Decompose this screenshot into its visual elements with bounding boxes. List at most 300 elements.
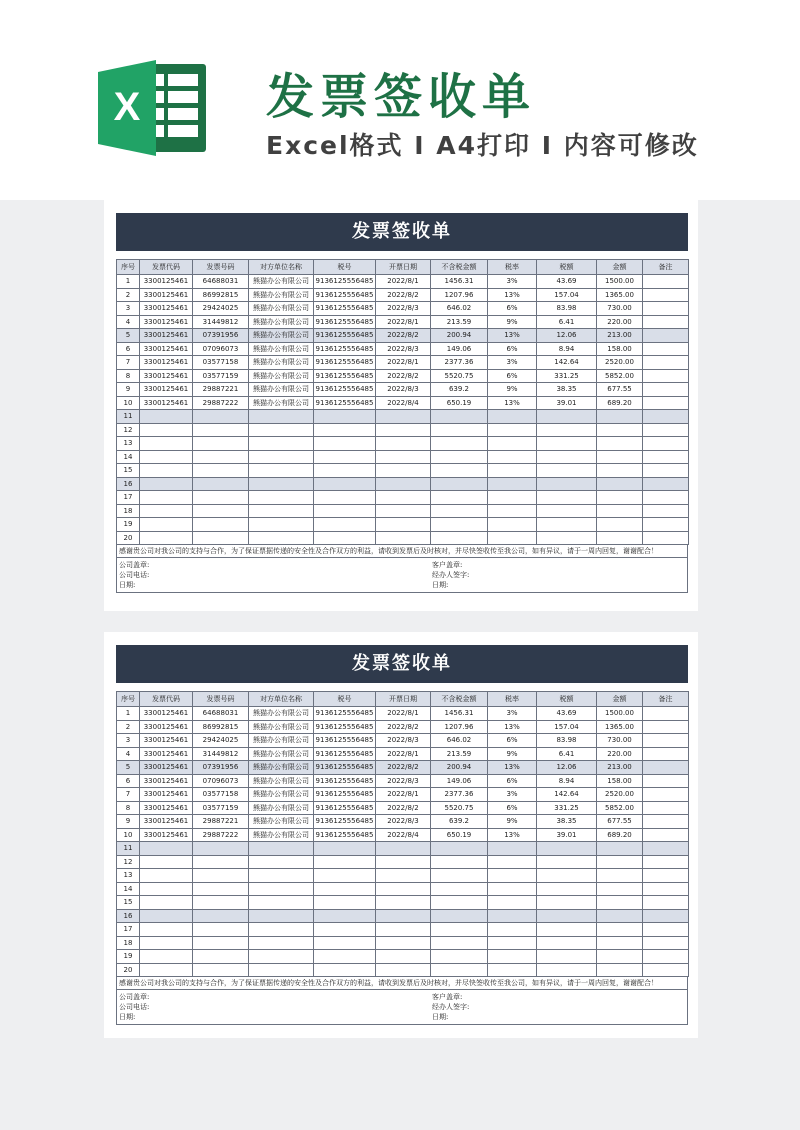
- cell-col-index[interactable]: 13: [117, 437, 140, 451]
- cell-col-index[interactable]: 15: [117, 896, 140, 910]
- cell-col-total-amount[interactable]: 677.55: [597, 383, 643, 397]
- cell-col-index[interactable]: 1: [117, 275, 140, 289]
- cell-col-issue-date[interactable]: 2022/8/2: [376, 329, 431, 343]
- cell-col-index[interactable]: 4: [117, 315, 140, 329]
- cell-col-total-amount[interactable]: 689.20: [597, 396, 643, 410]
- cell-col-tax-amount[interactable]: 38.35: [537, 815, 597, 829]
- cell-col-remark[interactable]: [643, 383, 689, 397]
- cell-col-remark[interactable]: [643, 410, 689, 424]
- cell-col-issue-date[interactable]: 2022/8/1: [376, 788, 431, 802]
- cell-col-company-name[interactable]: 熊猫办公有限公司: [249, 788, 314, 802]
- cell-col-net-amount[interactable]: 639.2: [431, 815, 488, 829]
- cell-col-company-name[interactable]: 熊猫办公有限公司: [249, 275, 314, 289]
- cell-col-tax-rate[interactable]: 13%: [488, 288, 537, 302]
- cell-col-tax-id[interactable]: [314, 963, 376, 977]
- cell-col-total-amount[interactable]: [597, 896, 643, 910]
- cell-col-total-amount[interactable]: 213.00: [597, 761, 643, 775]
- cell-col-invoice-code[interactable]: [140, 423, 193, 437]
- cell-col-tax-id[interactable]: [314, 410, 376, 424]
- cell-col-invoice-number[interactable]: [193, 896, 249, 910]
- cell-col-invoice-code[interactable]: [140, 869, 193, 883]
- cell-col-tax-id[interactable]: [314, 464, 376, 478]
- cell-col-tax-id[interactable]: 9136125556485: [314, 356, 376, 370]
- cell-col-tax-id[interactable]: [314, 518, 376, 532]
- cell-col-net-amount[interactable]: [431, 491, 488, 505]
- cell-col-tax-rate[interactable]: [488, 437, 537, 451]
- cell-col-index[interactable]: 9: [117, 815, 140, 829]
- cell-col-issue-date[interactable]: [376, 950, 431, 964]
- cell-col-index[interactable]: 1: [117, 707, 140, 721]
- cell-col-index[interactable]: 6: [117, 774, 140, 788]
- cell-col-issue-date[interactable]: 2022/8/3: [376, 302, 431, 316]
- cell-col-tax-id[interactable]: [314, 423, 376, 437]
- cell-col-net-amount[interactable]: 639.2: [431, 383, 488, 397]
- cell-col-tax-id[interactable]: [314, 855, 376, 869]
- cell-col-index[interactable]: 11: [117, 410, 140, 424]
- cell-col-remark[interactable]: [643, 720, 689, 734]
- cell-col-total-amount[interactable]: [597, 410, 643, 424]
- cell-col-total-amount[interactable]: 730.00: [597, 302, 643, 316]
- cell-col-total-amount[interactable]: [597, 423, 643, 437]
- cell-col-tax-id[interactable]: 9136125556485: [314, 275, 376, 289]
- cell-col-issue-date[interactable]: [376, 963, 431, 977]
- cell-col-invoice-code[interactable]: 3300125461: [140, 707, 193, 721]
- cell-col-tax-amount[interactable]: [537, 936, 597, 950]
- cell-col-tax-rate[interactable]: 3%: [488, 788, 537, 802]
- cell-col-tax-id[interactable]: 9136125556485: [314, 342, 376, 356]
- cell-col-remark[interactable]: [643, 855, 689, 869]
- cell-col-net-amount[interactable]: [431, 450, 488, 464]
- cell-col-invoice-number[interactable]: 86992815: [193, 720, 249, 734]
- cell-col-invoice-code[interactable]: 3300125461: [140, 828, 193, 842]
- cell-col-issue-date[interactable]: [376, 491, 431, 505]
- cell-col-tax-rate[interactable]: 9%: [488, 315, 537, 329]
- cell-col-invoice-number[interactable]: [193, 423, 249, 437]
- cell-col-total-amount[interactable]: [597, 936, 643, 950]
- cell-col-tax-amount[interactable]: 157.04: [537, 288, 597, 302]
- cell-col-invoice-code[interactable]: [140, 518, 193, 532]
- cell-col-net-amount[interactable]: [431, 963, 488, 977]
- cell-col-tax-id[interactable]: [314, 531, 376, 545]
- cell-col-tax-amount[interactable]: [537, 437, 597, 451]
- cell-col-company-name[interactable]: 熊猫办公有限公司: [249, 815, 314, 829]
- cell-col-tax-amount[interactable]: [537, 531, 597, 545]
- cell-col-company-name[interactable]: 熊猫办公有限公司: [249, 801, 314, 815]
- cell-col-index[interactable]: 9: [117, 383, 140, 397]
- cell-col-invoice-code[interactable]: [140, 477, 193, 491]
- cell-col-net-amount[interactable]: [431, 437, 488, 451]
- cell-col-company-name[interactable]: 熊猫办公有限公司: [249, 315, 314, 329]
- cell-col-remark[interactable]: [643, 788, 689, 802]
- cell-col-issue-date[interactable]: [376, 842, 431, 856]
- cell-col-invoice-code[interactable]: [140, 909, 193, 923]
- cell-col-invoice-code[interactable]: 3300125461: [140, 315, 193, 329]
- cell-col-tax-id[interactable]: 9136125556485: [314, 774, 376, 788]
- cell-col-total-amount[interactable]: 1365.00: [597, 288, 643, 302]
- cell-col-total-amount[interactable]: 213.00: [597, 329, 643, 343]
- cell-col-tax-rate[interactable]: 6%: [488, 801, 537, 815]
- cell-col-company-name[interactable]: [249, 842, 314, 856]
- cell-col-net-amount[interactable]: 646.02: [431, 302, 488, 316]
- cell-col-index[interactable]: 16: [117, 909, 140, 923]
- cell-col-tax-amount[interactable]: [537, 842, 597, 856]
- cell-col-invoice-number[interactable]: [193, 450, 249, 464]
- cell-col-issue-date[interactable]: [376, 423, 431, 437]
- cell-col-tax-id[interactable]: 9136125556485: [314, 828, 376, 842]
- cell-col-company-name[interactable]: [249, 882, 314, 896]
- cell-col-tax-rate[interactable]: [488, 869, 537, 883]
- cell-col-net-amount[interactable]: [431, 882, 488, 896]
- cell-col-tax-amount[interactable]: [537, 882, 597, 896]
- cell-col-net-amount[interactable]: [431, 531, 488, 545]
- cell-col-total-amount[interactable]: [597, 869, 643, 883]
- cell-col-tax-amount[interactable]: 39.01: [537, 396, 597, 410]
- cell-col-net-amount[interactable]: 149.06: [431, 342, 488, 356]
- cell-col-total-amount[interactable]: 689.20: [597, 828, 643, 842]
- cell-col-company-name[interactable]: 熊猫办公有限公司: [249, 396, 314, 410]
- cell-col-remark[interactable]: [643, 396, 689, 410]
- cell-col-index[interactable]: 16: [117, 477, 140, 491]
- cell-col-invoice-number[interactable]: 03577159: [193, 801, 249, 815]
- cell-col-company-name[interactable]: [249, 477, 314, 491]
- cell-col-tax-rate[interactable]: [488, 464, 537, 478]
- cell-col-net-amount[interactable]: 646.02: [431, 734, 488, 748]
- cell-col-invoice-number[interactable]: 29887222: [193, 396, 249, 410]
- cell-col-invoice-code[interactable]: [140, 882, 193, 896]
- cell-col-remark[interactable]: [643, 288, 689, 302]
- cell-col-tax-id[interactable]: 9136125556485: [314, 315, 376, 329]
- cell-col-total-amount[interactable]: 5852.00: [597, 369, 643, 383]
- cell-col-net-amount[interactable]: [431, 504, 488, 518]
- cell-col-invoice-number[interactable]: [193, 923, 249, 937]
- cell-col-invoice-code[interactable]: 3300125461: [140, 396, 193, 410]
- cell-col-invoice-code[interactable]: [140, 855, 193, 869]
- cell-col-tax-amount[interactable]: 142.64: [537, 788, 597, 802]
- cell-col-invoice-code[interactable]: 3300125461: [140, 342, 193, 356]
- cell-col-invoice-code[interactable]: [140, 410, 193, 424]
- cell-col-net-amount[interactable]: 200.94: [431, 329, 488, 343]
- cell-col-index[interactable]: 10: [117, 828, 140, 842]
- cell-col-invoice-code[interactable]: [140, 450, 193, 464]
- cell-col-company-name[interactable]: 熊猫办公有限公司: [249, 747, 314, 761]
- cell-col-index[interactable]: 19: [117, 518, 140, 532]
- cell-col-total-amount[interactable]: [597, 882, 643, 896]
- cell-col-tax-amount[interactable]: [537, 491, 597, 505]
- cell-col-tax-id[interactable]: 9136125556485: [314, 369, 376, 383]
- cell-col-company-name[interactable]: 熊猫办公有限公司: [249, 720, 314, 734]
- cell-col-invoice-code[interactable]: 3300125461: [140, 329, 193, 343]
- cell-col-total-amount[interactable]: 158.00: [597, 342, 643, 356]
- cell-col-total-amount[interactable]: [597, 963, 643, 977]
- cell-col-tax-amount[interactable]: 43.69: [537, 275, 597, 289]
- cell-col-remark[interactable]: [643, 761, 689, 775]
- cell-col-index[interactable]: 10: [117, 396, 140, 410]
- cell-col-tax-rate[interactable]: 6%: [488, 342, 537, 356]
- cell-col-tax-amount[interactable]: 8.94: [537, 774, 597, 788]
- cell-col-remark[interactable]: [643, 464, 689, 478]
- cell-col-invoice-code[interactable]: [140, 842, 193, 856]
- cell-col-company-name[interactable]: [249, 950, 314, 964]
- cell-col-net-amount[interactable]: 1456.31: [431, 707, 488, 721]
- cell-col-total-amount[interactable]: [597, 450, 643, 464]
- cell-col-remark[interactable]: [643, 531, 689, 545]
- cell-col-total-amount[interactable]: 220.00: [597, 747, 643, 761]
- cell-col-remark[interactable]: [643, 450, 689, 464]
- cell-col-invoice-code[interactable]: 3300125461: [140, 383, 193, 397]
- cell-col-tax-id[interactable]: [314, 869, 376, 883]
- cell-col-total-amount[interactable]: [597, 909, 643, 923]
- cell-col-tax-amount[interactable]: 39.01: [537, 828, 597, 842]
- cell-col-index[interactable]: 18: [117, 936, 140, 950]
- cell-col-net-amount[interactable]: 650.19: [431, 828, 488, 842]
- cell-col-invoice-code[interactable]: 3300125461: [140, 815, 193, 829]
- cell-col-tax-rate[interactable]: [488, 518, 537, 532]
- cell-col-invoice-number[interactable]: 86992815: [193, 288, 249, 302]
- cell-col-net-amount[interactable]: 213.59: [431, 747, 488, 761]
- cell-col-invoice-number[interactable]: [193, 936, 249, 950]
- cell-col-company-name[interactable]: [249, 923, 314, 937]
- cell-col-tax-rate[interactable]: [488, 923, 537, 937]
- cell-col-company-name[interactable]: [249, 464, 314, 478]
- cell-col-index[interactable]: 7: [117, 356, 140, 370]
- cell-col-tax-rate[interactable]: [488, 842, 537, 856]
- cell-col-invoice-code[interactable]: 3300125461: [140, 788, 193, 802]
- cell-col-issue-date[interactable]: 2022/8/2: [376, 761, 431, 775]
- cell-col-issue-date[interactable]: 2022/8/4: [376, 828, 431, 842]
- cell-col-tax-rate[interactable]: 13%: [488, 828, 537, 842]
- cell-col-net-amount[interactable]: 2377.36: [431, 788, 488, 802]
- cell-col-index[interactable]: 7: [117, 788, 140, 802]
- cell-col-invoice-code[interactable]: [140, 437, 193, 451]
- cell-col-tax-rate[interactable]: 3%: [488, 356, 537, 370]
- cell-col-tax-amount[interactable]: 331.25: [537, 369, 597, 383]
- cell-col-invoice-number[interactable]: [193, 950, 249, 964]
- cell-col-total-amount[interactable]: 1365.00: [597, 720, 643, 734]
- cell-col-remark[interactable]: [643, 518, 689, 532]
- cell-col-remark[interactable]: [643, 747, 689, 761]
- cell-col-remark[interactable]: [643, 774, 689, 788]
- cell-col-tax-amount[interactable]: [537, 923, 597, 937]
- cell-col-remark[interactable]: [643, 707, 689, 721]
- cell-col-tax-amount[interactable]: [537, 896, 597, 910]
- cell-col-tax-id[interactable]: [314, 450, 376, 464]
- cell-col-invoice-number[interactable]: 29887221: [193, 383, 249, 397]
- cell-col-tax-amount[interactable]: 12.06: [537, 761, 597, 775]
- cell-col-issue-date[interactable]: 2022/8/4: [376, 396, 431, 410]
- cell-col-tax-amount[interactable]: [537, 855, 597, 869]
- cell-col-remark[interactable]: [643, 437, 689, 451]
- cell-col-issue-date[interactable]: [376, 855, 431, 869]
- cell-col-tax-amount[interactable]: [537, 464, 597, 478]
- cell-col-issue-date[interactable]: 2022/8/1: [376, 747, 431, 761]
- cell-col-issue-date[interactable]: [376, 464, 431, 478]
- cell-col-total-amount[interactable]: 2520.00: [597, 356, 643, 370]
- cell-col-issue-date[interactable]: [376, 896, 431, 910]
- cell-col-company-name[interactable]: 熊猫办公有限公司: [249, 828, 314, 842]
- cell-col-company-name[interactable]: [249, 423, 314, 437]
- cell-col-index[interactable]: 14: [117, 882, 140, 896]
- cell-col-tax-rate[interactable]: [488, 963, 537, 977]
- cell-col-tax-amount[interactable]: 8.94: [537, 342, 597, 356]
- cell-col-tax-rate[interactable]: 9%: [488, 815, 537, 829]
- cell-col-invoice-code[interactable]: [140, 936, 193, 950]
- cell-col-remark[interactable]: [643, 734, 689, 748]
- cell-col-remark[interactable]: [643, 329, 689, 343]
- cell-col-tax-amount[interactable]: [537, 423, 597, 437]
- cell-col-issue-date[interactable]: 2022/8/1: [376, 315, 431, 329]
- cell-col-net-amount[interactable]: [431, 869, 488, 883]
- cell-col-invoice-code[interactable]: 3300125461: [140, 356, 193, 370]
- cell-col-tax-rate[interactable]: [488, 896, 537, 910]
- cell-col-index[interactable]: 17: [117, 923, 140, 937]
- cell-col-issue-date[interactable]: [376, 909, 431, 923]
- cell-col-invoice-number[interactable]: 64688031: [193, 275, 249, 289]
- cell-col-tax-id[interactable]: [314, 437, 376, 451]
- cell-col-index[interactable]: 18: [117, 504, 140, 518]
- cell-col-index[interactable]: 17: [117, 491, 140, 505]
- cell-col-company-name[interactable]: 熊猫办公有限公司: [249, 369, 314, 383]
- cell-col-issue-date[interactable]: 2022/8/3: [376, 774, 431, 788]
- cell-col-company-name[interactable]: 熊猫办公有限公司: [249, 342, 314, 356]
- cell-col-issue-date[interactable]: [376, 504, 431, 518]
- cell-col-net-amount[interactable]: [431, 923, 488, 937]
- cell-col-total-amount[interactable]: 220.00: [597, 315, 643, 329]
- cell-col-company-name[interactable]: [249, 437, 314, 451]
- cell-col-tax-rate[interactable]: [488, 531, 537, 545]
- cell-col-net-amount[interactable]: [431, 464, 488, 478]
- cell-col-tax-rate[interactable]: [488, 491, 537, 505]
- cell-col-index[interactable]: 20: [117, 531, 140, 545]
- cell-col-tax-amount[interactable]: [537, 869, 597, 883]
- cell-col-index[interactable]: 19: [117, 950, 140, 964]
- cell-col-net-amount[interactable]: [431, 950, 488, 964]
- cell-col-invoice-number[interactable]: 29424025: [193, 302, 249, 316]
- cell-col-total-amount[interactable]: [597, 950, 643, 964]
- cell-col-issue-date[interactable]: [376, 869, 431, 883]
- cell-col-tax-id[interactable]: 9136125556485: [314, 383, 376, 397]
- cell-col-invoice-code[interactable]: 3300125461: [140, 774, 193, 788]
- cell-col-tax-rate[interactable]: 6%: [488, 734, 537, 748]
- cell-col-issue-date[interactable]: [376, 882, 431, 896]
- cell-col-invoice-number[interactable]: 29887222: [193, 828, 249, 842]
- cell-col-net-amount[interactable]: [431, 936, 488, 950]
- cell-col-invoice-code[interactable]: 3300125461: [140, 275, 193, 289]
- cell-col-issue-date[interactable]: 2022/8/2: [376, 288, 431, 302]
- cell-col-net-amount[interactable]: [431, 410, 488, 424]
- cell-col-tax-rate[interactable]: 9%: [488, 747, 537, 761]
- cell-col-invoice-code[interactable]: 3300125461: [140, 720, 193, 734]
- cell-col-issue-date[interactable]: [376, 936, 431, 950]
- cell-col-tax-id[interactable]: 9136125556485: [314, 734, 376, 748]
- cell-col-tax-rate[interactable]: 6%: [488, 369, 537, 383]
- cell-col-invoice-code[interactable]: 3300125461: [140, 747, 193, 761]
- cell-col-index[interactable]: 3: [117, 734, 140, 748]
- cell-col-tax-amount[interactable]: 157.04: [537, 720, 597, 734]
- cell-col-remark[interactable]: [643, 315, 689, 329]
- cell-col-net-amount[interactable]: 1207.96: [431, 720, 488, 734]
- cell-col-tax-rate[interactable]: 13%: [488, 396, 537, 410]
- cell-col-net-amount[interactable]: 5520.75: [431, 801, 488, 815]
- cell-col-net-amount[interactable]: 213.59: [431, 315, 488, 329]
- cell-col-invoice-code[interactable]: [140, 504, 193, 518]
- cell-col-company-name[interactable]: 熊猫办公有限公司: [249, 383, 314, 397]
- cell-col-remark[interactable]: [643, 423, 689, 437]
- cell-col-invoice-number[interactable]: 03577158: [193, 788, 249, 802]
- cell-col-tax-amount[interactable]: 6.41: [537, 747, 597, 761]
- cell-col-invoice-number[interactable]: [193, 963, 249, 977]
- cell-col-tax-id[interactable]: 9136125556485: [314, 801, 376, 815]
- cell-col-tax-rate[interactable]: [488, 423, 537, 437]
- cell-col-tax-rate[interactable]: 9%: [488, 383, 537, 397]
- cell-col-tax-id[interactable]: [314, 504, 376, 518]
- cell-col-invoice-number[interactable]: [193, 531, 249, 545]
- cell-col-invoice-number[interactable]: 31449812: [193, 747, 249, 761]
- cell-col-company-name[interactable]: 熊猫办公有限公司: [249, 774, 314, 788]
- cell-col-tax-rate[interactable]: [488, 410, 537, 424]
- cell-col-invoice-number[interactable]: 07391956: [193, 761, 249, 775]
- cell-col-total-amount[interactable]: [597, 923, 643, 937]
- cell-col-index[interactable]: 12: [117, 423, 140, 437]
- cell-col-remark[interactable]: [643, 882, 689, 896]
- cell-col-remark[interactable]: [643, 842, 689, 856]
- cell-col-tax-id[interactable]: 9136125556485: [314, 815, 376, 829]
- cell-col-net-amount[interactable]: [431, 896, 488, 910]
- cell-col-index[interactable]: 8: [117, 369, 140, 383]
- cell-col-issue-date[interactable]: 2022/8/3: [376, 383, 431, 397]
- cell-col-tax-id[interactable]: [314, 842, 376, 856]
- cell-col-remark[interactable]: [643, 923, 689, 937]
- cell-col-company-name[interactable]: [249, 896, 314, 910]
- cell-col-index[interactable]: 3: [117, 302, 140, 316]
- cell-col-tax-amount[interactable]: [537, 950, 597, 964]
- cell-col-tax-id[interactable]: [314, 909, 376, 923]
- cell-col-tax-rate[interactable]: 13%: [488, 720, 537, 734]
- cell-col-company-name[interactable]: 熊猫办公有限公司: [249, 761, 314, 775]
- cell-col-tax-amount[interactable]: [537, 963, 597, 977]
- cell-col-total-amount[interactable]: [597, 855, 643, 869]
- cell-col-issue-date[interactable]: [376, 923, 431, 937]
- cell-col-invoice-code[interactable]: [140, 464, 193, 478]
- cell-col-net-amount[interactable]: [431, 423, 488, 437]
- cell-col-tax-amount[interactable]: [537, 410, 597, 424]
- cell-col-invoice-number[interactable]: [193, 410, 249, 424]
- cell-col-invoice-number[interactable]: 07391956: [193, 329, 249, 343]
- cell-col-index[interactable]: 20: [117, 963, 140, 977]
- cell-col-invoice-number[interactable]: [193, 491, 249, 505]
- cell-col-remark[interactable]: [643, 356, 689, 370]
- cell-col-company-name[interactable]: 熊猫办公有限公司: [249, 734, 314, 748]
- cell-col-tax-rate[interactable]: [488, 504, 537, 518]
- cell-col-tax-id[interactable]: 9136125556485: [314, 747, 376, 761]
- cell-col-invoice-number[interactable]: [193, 882, 249, 896]
- cell-col-tax-id[interactable]: [314, 950, 376, 964]
- cell-col-invoice-code[interactable]: 3300125461: [140, 761, 193, 775]
- cell-col-tax-rate[interactable]: [488, 936, 537, 950]
- cell-col-tax-amount[interactable]: 142.64: [537, 356, 597, 370]
- cell-col-remark[interactable]: [643, 869, 689, 883]
- cell-col-tax-id[interactable]: [314, 477, 376, 491]
- cell-col-invoice-code[interactable]: 3300125461: [140, 734, 193, 748]
- cell-col-invoice-number[interactable]: 29887221: [193, 815, 249, 829]
- cell-col-company-name[interactable]: [249, 909, 314, 923]
- cell-col-tax-amount[interactable]: [537, 504, 597, 518]
- cell-col-remark[interactable]: [643, 936, 689, 950]
- cell-col-tax-amount[interactable]: 43.69: [537, 707, 597, 721]
- cell-col-tax-id[interactable]: 9136125556485: [314, 302, 376, 316]
- cell-col-total-amount[interactable]: 158.00: [597, 774, 643, 788]
- cell-col-issue-date[interactable]: 2022/8/3: [376, 815, 431, 829]
- cell-col-tax-id[interactable]: [314, 896, 376, 910]
